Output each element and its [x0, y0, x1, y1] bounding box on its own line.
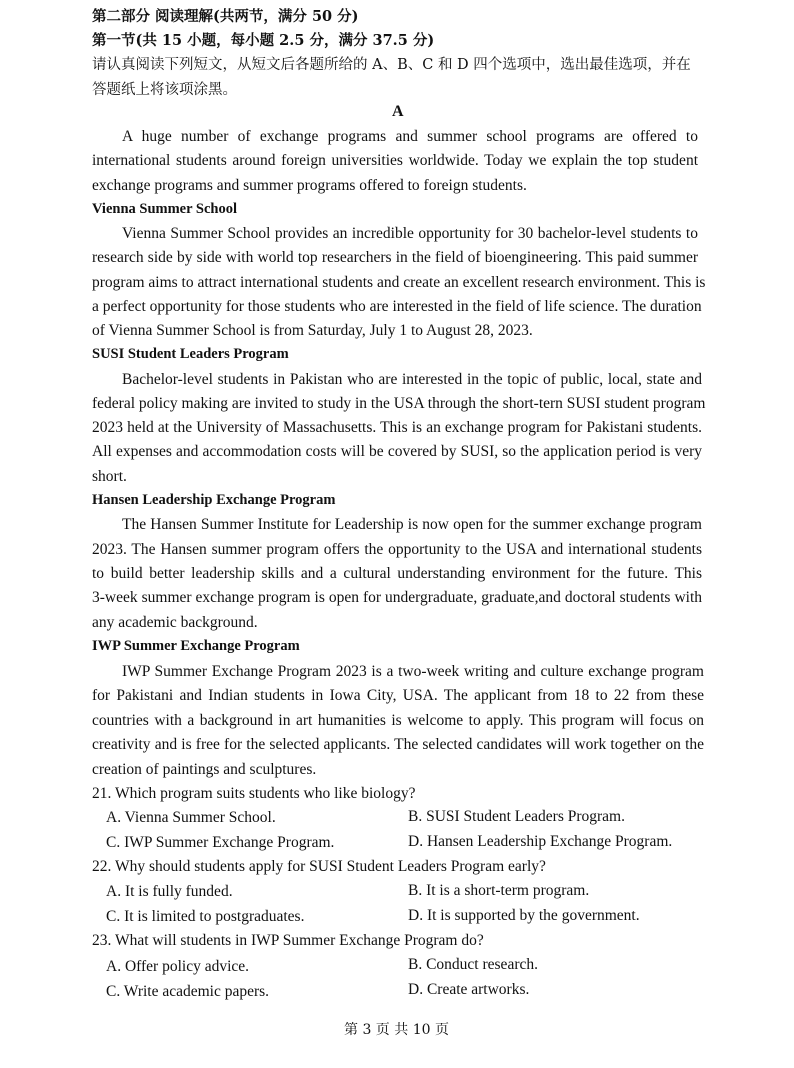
body-line: program aims to attract international students and create an excellent research environment. This is [92, 274, 706, 291]
body-line: Vienna Summer School provides an incredible opportunity for 30 bachelor-level students to [122, 225, 698, 242]
answer-option: B. It is a short-term program. [408, 882, 590, 899]
answer-option: D. Create artworks. [408, 981, 530, 998]
answer-option: D. It is supported by the government. [408, 907, 640, 924]
answer-option: C. It is limited to postgraduates. [106, 908, 305, 925]
section-heading: Hansen Leadership Exchange Program [92, 492, 336, 508]
instruction-line: 请认真阅读下列短文，从短文后各题所给的 A、B、C 和 D 四个选项中，选出最佳选项，并在 [92, 57, 691, 73]
question-stem: 21. Which program suits students who like biology? [92, 785, 416, 802]
answer-option: C. Write academic papers. [106, 983, 270, 1000]
body-line: creation of paintings and sculptures. [92, 761, 317, 778]
body-line: short. [92, 468, 127, 485]
page-number: 第 3 页 共 10 页 [344, 1022, 449, 1038]
body-line: 2023. The Hansen summer program offers the opportunity to the USA and international students [92, 541, 702, 558]
body-line: exchange programs and summer programs offered to foreign students. [92, 177, 527, 194]
body-line: of Vienna Summer School is from Saturday, July 1 to August 28, 2023. [92, 322, 533, 339]
body-line: a perfect opportunity for those students who are interested in the field of life science. The duration [92, 298, 702, 315]
answer-option: B. SUSI Student Leaders Program. [408, 808, 625, 825]
section-heading: IWP Summer Exchange Program [92, 638, 300, 654]
body-line: research side by side with world top researchers in the field of bioengineering. This paid summer [92, 249, 698, 266]
instruction-line: 答题纸上将该项涂黑。 [92, 82, 237, 98]
answer-option: B. Conduct research. [408, 956, 538, 973]
answer-option: C. IWP Summer Exchange Program. [106, 834, 335, 851]
section-title: 第一节(共 15 小题，每小题 2.5 分，满分 37.5 分) [92, 32, 435, 49]
question-stem: 22. Why should students apply for SUSI Student Leaders Program early? [92, 858, 546, 875]
part-title: 第二部分 阅读理解(共两节，满分 50 分) [92, 8, 359, 25]
section-heading: Vienna Summer School [92, 201, 238, 217]
body-line: for Pakistani and Indian students in Iowa City, USA. The applicant from 18 to 22 from these [92, 687, 704, 704]
body-line: any academic background. [92, 614, 258, 631]
answer-option: A. Offer policy advice. [106, 958, 250, 975]
body-line: 2023 held at the University of Massachusetts. This is an exchange program for Pakistani students. [92, 419, 702, 436]
body-line: IWP Summer Exchange Program 2023 is a two-week writing and culture exchange program [122, 663, 704, 680]
body-line: countries with a background in art humanities is welcome to apply. This program will focus on [92, 712, 704, 729]
body-line: international students around foreign universities worldwide. Today we explain the top student [92, 152, 698, 169]
body-line: The Hansen Summer Institute for Leadership is now open for the summer exchange program [122, 516, 702, 533]
answer-option: A. It is fully funded. [106, 883, 233, 900]
body-line: federal policy making are invited to study in the USA through the short-tern SUSI student program [92, 395, 706, 412]
body-line: Bachelor-level students in Pakistan who are interested in the topic of public, local, state and [122, 371, 702, 388]
body-line: 3-week summer exchange program is open for undergraduate, graduate,and doctoral students with [92, 589, 702, 606]
body-line: All expenses and accommodation costs will be covered by SUSI, so the application period is very [92, 443, 702, 460]
answer-option: A. Vienna Summer School. [106, 809, 276, 826]
body-line: creativity and is free for the selected applicants. The selected candidates will work together on the [92, 736, 704, 753]
passage-label: A [392, 103, 404, 120]
body-line: to build better leadership skills and a cultural understanding environment for the future. This [92, 565, 702, 582]
section-heading: SUSI Student Leaders Program [92, 346, 289, 362]
body-line: A huge number of exchange programs and summer school programs are offered to [122, 128, 698, 145]
answer-option: D. Hansen Leadership Exchange Program. [408, 833, 673, 850]
question-stem: 23. What will students in IWP Summer Exchange Program do? [92, 932, 484, 949]
